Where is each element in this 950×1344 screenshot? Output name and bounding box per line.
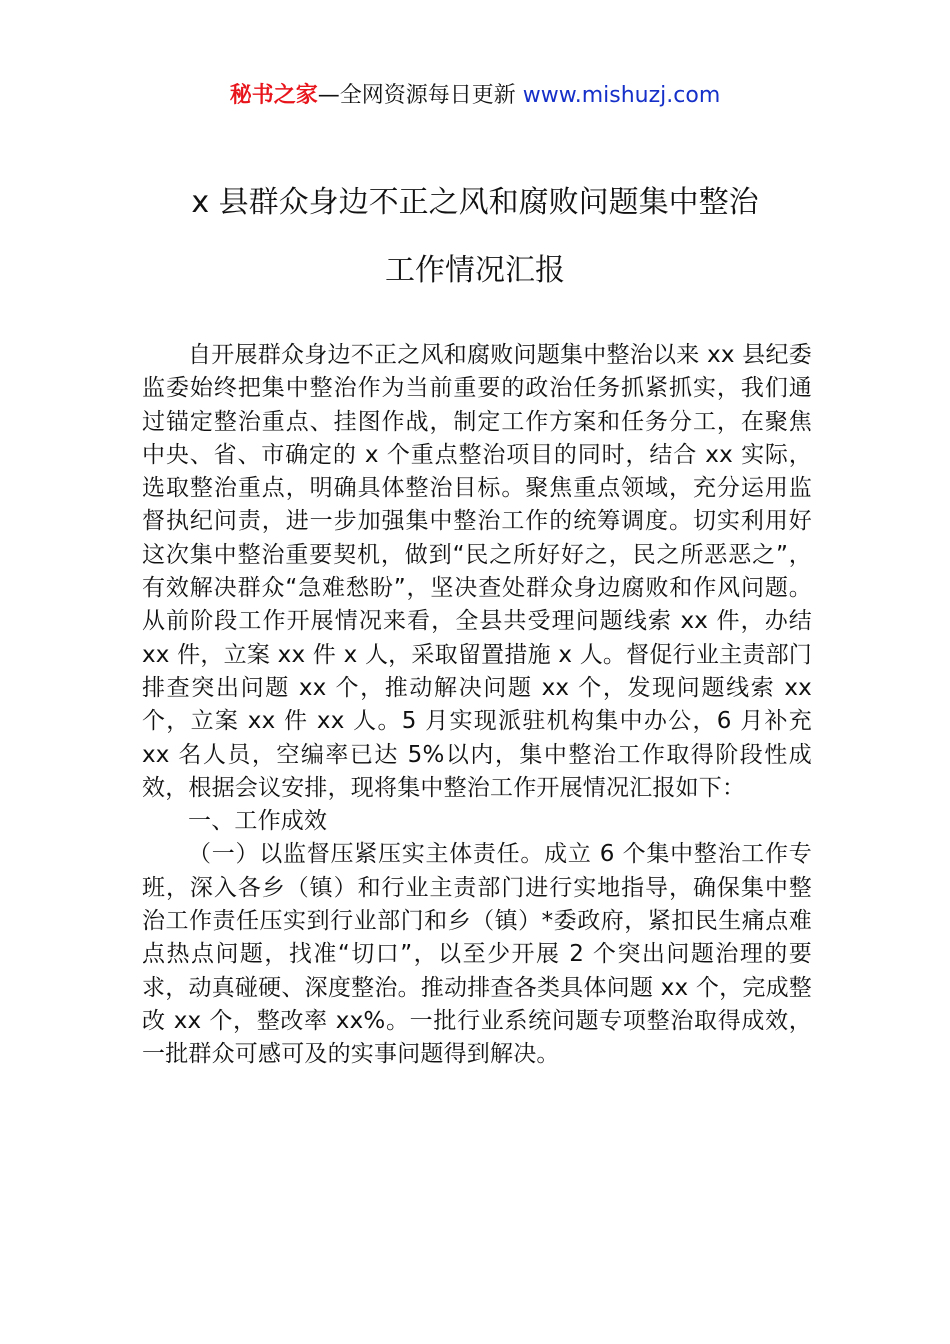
site-url-link[interactable]: www.mishuzj.com	[522, 83, 721, 108]
document-title-line-2: 工作情况汇报	[385, 253, 565, 288]
intro-paragraph: 自开展群众身边不正之风和腐败问题集中整治以来 xx 县纪委监委始终把集中整治作为当前重要的政治任务抓紧抓实，我们通过锚定整治重点、挂图作战，制定工作方案和任务分工，在聚焦中央、省、市确定的 x 个重点整治项目的同时，结合 xx 实际，选取整治重点，明确具体整治目标。聚焦重点领域，充分运用监督执纪问责，进一步加强集中整治工作的统筹调度。切实利用好这次集中整治重要契机，做到“民之所好好之，民之所恶恶之”，有效解决群众“急难愁盼”，坚决查处群众身边腐败和作风问题。从前阶段工作开展情况来看，全县共受理问题线索 xx 件，办结 xx 件，立案 xx 件 x 人，采取留置措施 x 人。督促行业主责部门排查突出问题 xx 个，推动解决问题 xx 个，发现问题线索 xx 个，立案 xx 件 xx 人。5 月实现派驻机构集中办公，6 月补充 xx 名人员，空编率已达 5%以内，集中整治工作取得阶段性成效，根据会议安排，现将集中整治工作开展情况汇报如下：	[142, 342, 812, 801]
site-brand: 秘书之家	[229, 83, 318, 108]
site-banner	[0, 80, 950, 112]
section-paragraph: （一）以监督压紧压实主体责任。成立 6 个集中整治工作专班，深入各乡（镇）和行业主责部门进行实地指导，确保集中整治工作责任压实到行业部门和乡（镇）*委政府，紧扣民生痛点难点热点问题，找准“切口”，以至少开展 2 个突出问题治理的要求，动真碰硬、深度整治。推动排查各类具体问题 xx 个，完成整改 xx 个，整改率 xx%。一批行业系统问题专项整治取得成效，一批群众可感可及的实事问题得到解决。	[142, 841, 812, 1068]
section-heading: 一、工作成效	[188, 808, 328, 835]
document-body	[142, 339, 812, 1072]
document-title-line-1: x 县群众身边不正之风和腐败问题集中整治	[191, 185, 759, 220]
site-tagline: —全网资源每日更新	[317, 83, 523, 108]
